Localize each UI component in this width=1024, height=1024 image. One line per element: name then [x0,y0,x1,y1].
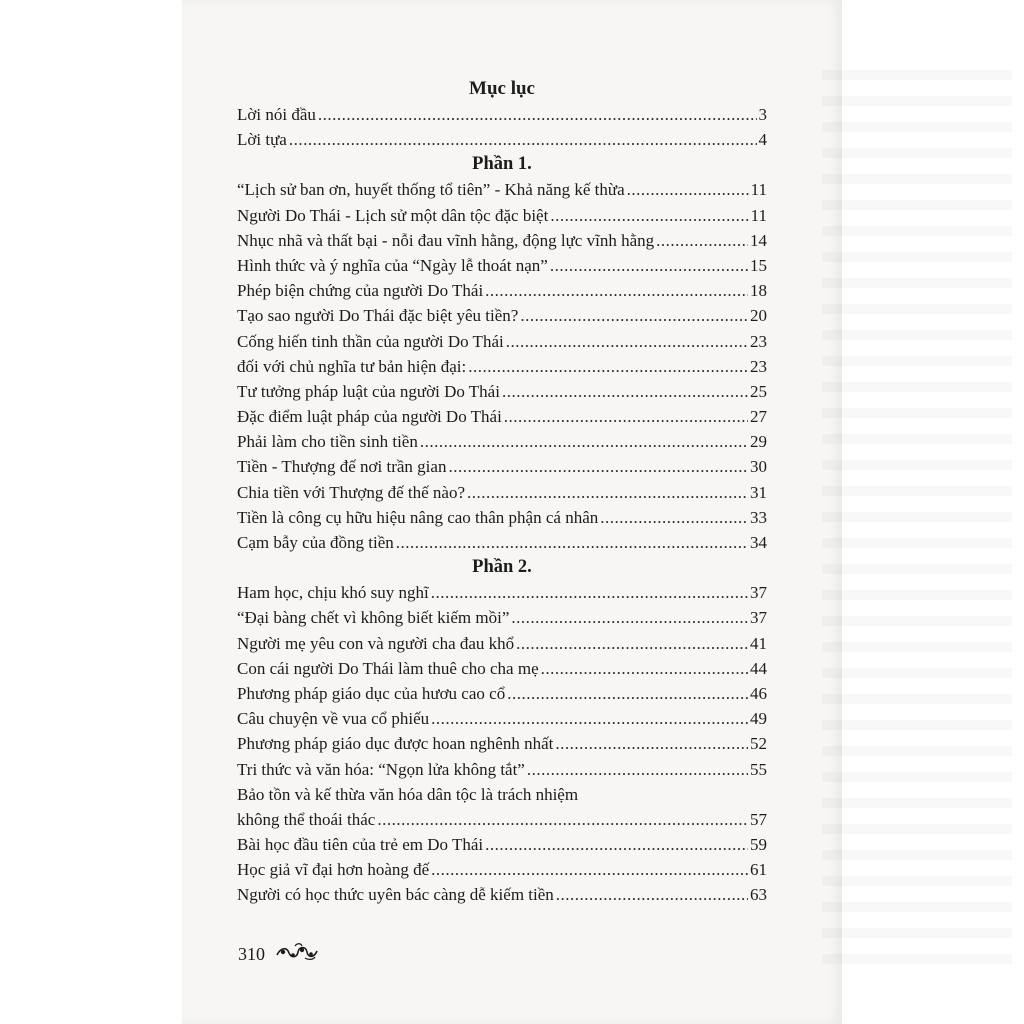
leader-dots [467,480,748,505]
toc-entry-page: 3 [758,105,767,124]
toc-entry-label: Tạo sao người Do Thái đặc biệt yêu tiền? [237,306,519,326]
leader-dots [485,278,748,303]
toc-entry-label: đối với chủ nghĩa tư bản hiện đại: [237,356,467,376]
toc-entry-page: 15 [750,255,767,275]
toc-entry [237,404,767,429]
toc-entry [237,832,767,857]
toc-entry-page: 41 [750,633,767,653]
part-heading: Phần 2. [472,557,532,578]
toc-entry-label: Phương pháp giáo dục của hươu cao cổ [237,683,506,703]
leader-dots [431,580,748,605]
leader-dots [516,631,748,656]
toc-entry-label: Phương pháp giáo dục được hoan nghênh nhất [237,734,554,754]
toc-entry [237,731,767,756]
toc-entry-page: 30 [750,457,767,477]
leader-dots [318,102,757,127]
toc-parts [237,152,767,907]
toc-entry-page: 23 [750,356,767,376]
toc-entry-label: Bài học đầu tiên của trẻ em Do Thái [237,835,484,855]
toc-entry [237,429,767,454]
toc-entry-page: 11 [750,205,767,225]
toc-entry [237,505,767,530]
leader-dots [507,681,748,706]
toc-entry-page: 20 [750,306,767,326]
leader-dots [506,329,748,354]
toc-entry-label: Tư tưởng pháp luật của người Do Thái [237,381,500,401]
leader-dots [431,706,748,731]
toc-entry [237,681,767,706]
toc-entry-page: 18 [750,281,767,301]
toc-entry-page: 33 [750,507,767,527]
toc-entry-page: 34 [750,533,767,552]
toc-entry-label: Tiền - Thượng đế nơi trần gian [237,457,447,477]
toc-entry-label: “Đại bàng chết vì không biết kiếm mồi” [237,608,510,628]
toc-entry-label: Học giả vĩ đại hơn hoàng đế [237,860,430,880]
toc-entry-label: Phải làm cho tiền sinh tiền [237,432,418,452]
show-through-text [822,70,1012,970]
toc-entry-page: 52 [750,734,767,754]
leader-dots [468,354,748,379]
leader-dots [396,530,748,555]
leader-dots [448,454,748,479]
toc-intro-list [237,102,767,152]
toc-entry-page: 61 [750,860,767,880]
toc-entry-label: không thể thoái thác [237,809,376,829]
toc-entry-label: Tri thức và văn hóa: “Ngọn lửa không tắt” [237,759,525,779]
leader-dots [420,429,748,454]
toc-entry [237,329,767,354]
leader-dots [656,228,748,253]
toc-entry-page: 29 [750,432,767,452]
toc-entry [237,303,767,328]
toc-entry [237,706,767,731]
toc-entry-label: Hình thức và ý nghĩa của “Ngày lễ thoát nạn” [237,255,548,275]
toc-entry [237,177,767,202]
toc-entry-page: 31 [750,482,767,502]
toc-entry-page: 25 [750,381,767,401]
leader-dots [600,505,748,530]
toc-entry-label: Ham học, chịu khó suy nghĩ [237,583,429,603]
leader-dots [520,303,748,328]
toc-entry [237,757,767,782]
toc-entry [237,102,767,127]
toc-entry-page: 27 [750,407,767,427]
toc-entry-page: 4 [758,130,767,150]
leader-dots [431,857,748,882]
toc-entry [237,580,767,605]
toc-entry-page: 11 [750,180,767,200]
toc-entry [237,857,767,882]
toc-entry-label: Phép biện chứng của người Do Thái [237,281,484,301]
leader-dots [377,807,748,832]
table-of-contents [237,76,767,908]
floral-ornament-icon [275,943,321,966]
leader-dots [502,379,748,404]
toc-entry-label: Nhục nhã và thất bại - nỗi đau vĩnh hằng, động lực vĩnh hằng [237,230,655,250]
toc-entry [237,807,767,832]
toc-entry [237,253,767,278]
leader-dots [511,605,748,630]
toc-entry [237,228,767,253]
leader-dots [556,882,748,907]
toc-entry [237,379,767,404]
toc-entry-page: 57 [750,809,767,829]
toc-entry-label: Lời nói đầu [237,105,316,124]
toc-entry-label: Cạm bẫy của đồng tiền [237,533,394,552]
toc-entry-page: 46 [750,683,767,703]
toc-entry [237,782,767,807]
toc-entry-label: Bảo tồn và kế thừa văn hóa dân tộc là trách nhiệm [237,784,579,804]
toc-entry [237,480,767,505]
toc-entry-label: “Lịch sử ban ơn, huyết thống tổ tiên” - Khả năng kế thừa [237,180,625,200]
toc-entry-label: Người Do Thái - Lịch sử một dân tộc đặc biệt [237,205,549,225]
toc-entry-page: 49 [750,709,767,729]
leader-dots [289,127,757,152]
toc-entry [237,203,767,228]
toc-entry-page: 14 [750,230,767,250]
toc-entry [237,278,767,303]
part-heading: Phần 1. [472,154,532,175]
page-footer [238,943,321,966]
toc-entry [237,656,767,681]
toc-entry-label: Con cái người Do Thái làm thuê cho cha mẹ [237,658,539,678]
toc-entry-label: Đặc điểm luật pháp của người Do Thái [237,407,502,427]
leader-dots [627,177,749,202]
toc-entry-page: 44 [750,658,767,678]
toc-entry [237,605,767,630]
toc-entry-label: Cống hiến tinh thần của người Do Thái [237,331,504,351]
toc-entry [237,882,767,907]
toc-entry-page: 23 [750,331,767,351]
toc-title: Mục lục [469,78,535,99]
toc-entry-page: 37 [750,583,767,603]
toc-entry [237,631,767,656]
toc-entry-page: 63 [750,885,767,905]
toc-entry-page: 37 [750,608,767,628]
toc-entry-page: 55 [750,759,767,779]
leader-dots [541,656,748,681]
leader-dots [550,203,748,228]
toc-entry-page: 59 [750,835,767,855]
toc-entry-label: Tiền là công cụ hữu hiệu nâng cao thân phận cá nhân [237,507,599,527]
toc-entry [237,454,767,479]
leader-dots [527,757,748,782]
toc-entry [237,354,767,379]
page-number: 310 [238,944,265,964]
toc-entry-label: Câu chuyện về vua cổ phiếu [237,709,430,729]
toc-entry [237,127,767,152]
toc-entry-label: Người có học thức uyên bác càng dễ kiếm tiền [237,885,554,905]
leader-dots [550,253,748,278]
toc-entry-label: Lời tựa [237,130,287,150]
leader-dots [555,731,748,756]
leader-dots [504,404,748,429]
leader-dots [485,832,748,857]
toc-entry-label: Chia tiền với Thượng đế thế nào? [237,482,465,502]
toc-entry-label: Người mẹ yêu con và người cha đau khổ [237,633,515,653]
toc-entry [237,530,767,555]
